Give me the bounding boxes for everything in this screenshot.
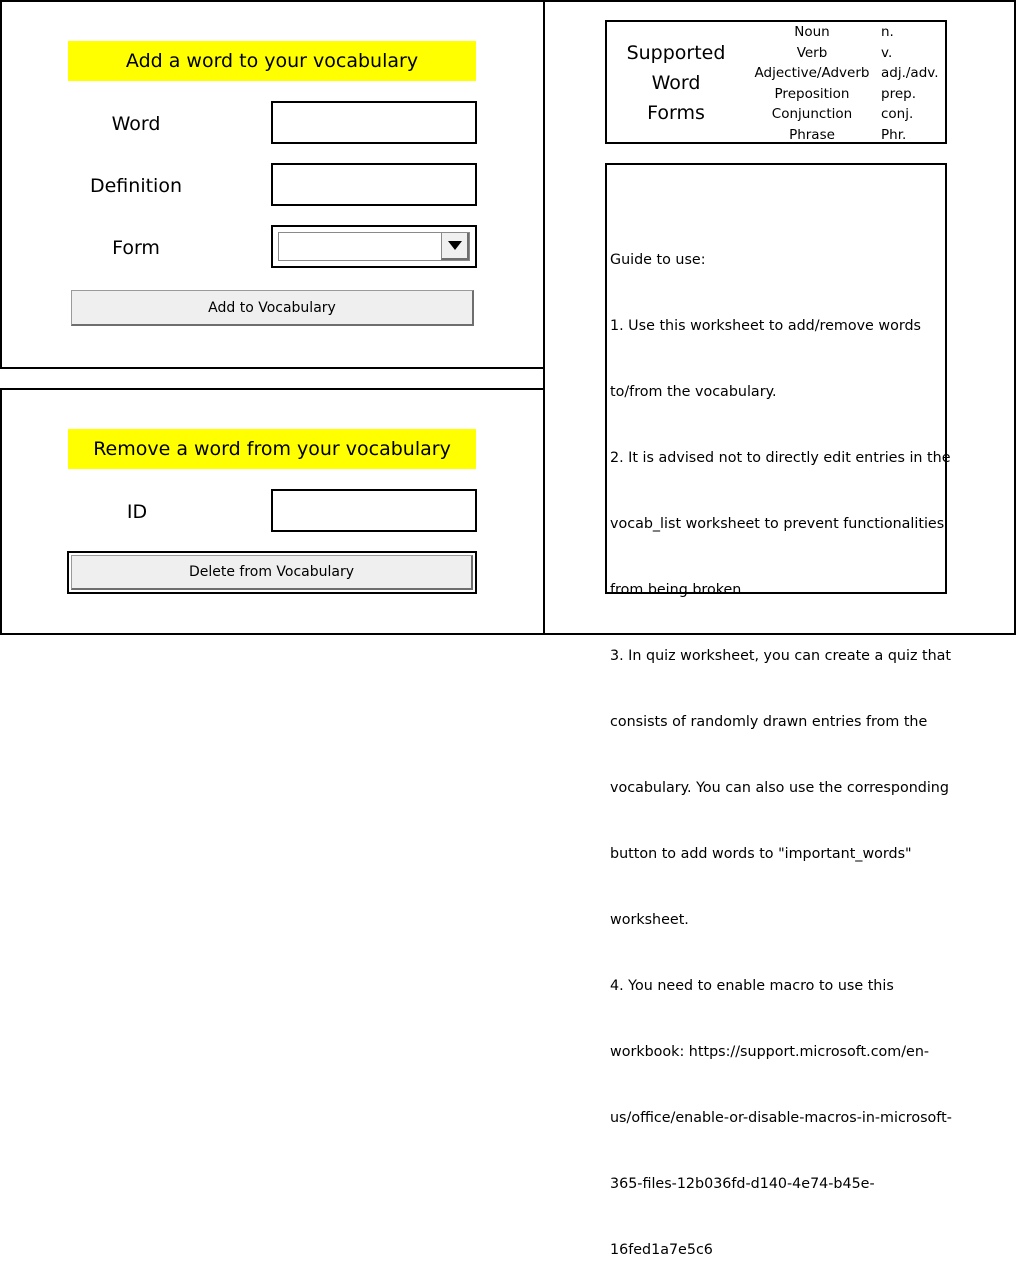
guide-box [605, 163, 952, 1258]
delete-from-vocabulary-button[interactable]: Delete from Vocabulary [71, 555, 473, 590]
form-name: Phrase [789, 126, 835, 143]
guide-line: to/from the vocabulary. [610, 384, 777, 400]
form-abbr: v. [881, 44, 893, 61]
word-label: Word [111, 113, 161, 135]
add-word-title: Add a word to your vocabulary [68, 41, 476, 81]
forms-abbreviations [881, 22, 947, 145]
add-to-vocabulary-button[interactable]: Add to Vocabulary [71, 290, 474, 326]
form-name: Verb [796, 44, 828, 61]
guide-line: 4. You need to enable macro to use this [610, 978, 894, 994]
form-name: Adjective/Adverb [754, 65, 870, 81]
guide-line: 365-files-12b036fd-d140-4e74-b45e- [610, 1176, 875, 1192]
supported-forms-box [605, 20, 947, 144]
form-select-value [279, 233, 441, 260]
supported-forms-title [617, 38, 735, 128]
supported-forms-title-line2: Word [651, 72, 701, 94]
guide-text [610, 205, 955, 1270]
word-input[interactable] [271, 101, 477, 144]
form-name: Noun [794, 24, 830, 40]
guide-line: 2. It is advised not to directly edit entries in the [610, 450, 951, 466]
remove-word-title: Remove a word from your vocabulary [68, 429, 476, 469]
guide-line: 3. In quiz worksheet, you can create a quiz that [610, 648, 952, 664]
delete-button-frame [67, 551, 477, 594]
form-abbr: n. [881, 24, 894, 40]
definition-input[interactable] [271, 163, 477, 206]
form-name: Preposition [774, 85, 850, 102]
form-label: Form [112, 237, 160, 259]
guide-line: vocab_list worksheet to prevent functionalities [610, 516, 945, 532]
guide-line: workbook: https://support.microsoft.com/en- [610, 1044, 930, 1060]
supported-forms-title-line1: Supported [626, 42, 726, 64]
id-input[interactable] [271, 489, 477, 532]
guide-line: vocabulary. You can also use the corresponding [610, 780, 949, 796]
form-abbr: conj. [881, 106, 914, 122]
chevron-down-icon[interactable] [441, 233, 469, 260]
guide-line: us/office/enable-or-disable-macros-in-microsoft- [610, 1110, 952, 1126]
guide-line: consists of randomly drawn entries from the [610, 714, 928, 730]
form-abbr: Phr. [881, 126, 907, 143]
guide-line: from being broken. [610, 582, 746, 598]
definition-label: Definition [89, 175, 182, 197]
guide-line: Guide to use: [610, 252, 706, 268]
form-name: Conjunction [771, 106, 853, 122]
guide-line: worksheet. [610, 912, 689, 928]
form-abbr: adj./adv. [881, 65, 939, 81]
form-abbr: prep. [881, 85, 916, 102]
supported-forms-title-line3: Forms [647, 102, 705, 124]
guide-line: button to add words to "important_words" [610, 846, 912, 862]
id-label: ID [126, 501, 148, 523]
form-select[interactable] [271, 225, 477, 268]
guide-line: 1. Use this worksheet to add/remove words [610, 318, 921, 334]
forms-names [747, 22, 877, 145]
guide-line: 16fed1a7e5c6 [610, 1242, 713, 1258]
